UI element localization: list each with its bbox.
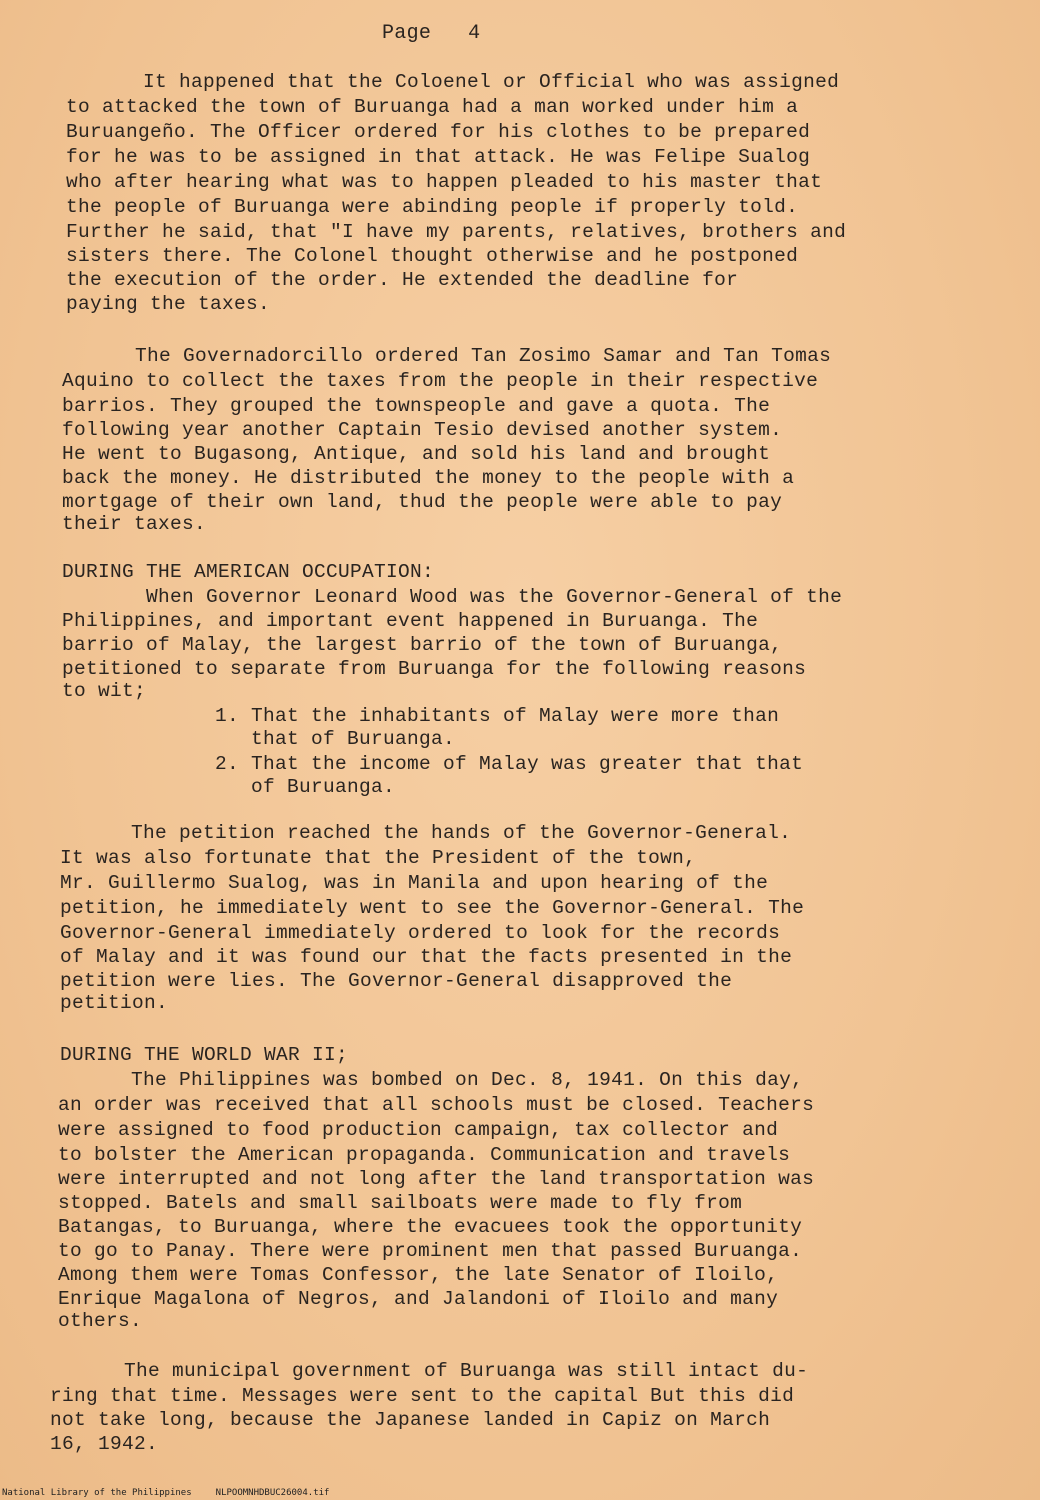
paragraph-line: the people of Buruanga were abinding people if properly told. xyxy=(66,196,799,218)
paragraph-line: Governor-General immediately ordered to look for the records xyxy=(60,922,781,944)
paragraph-line: mortgage of their own land, thud the people were able to pay xyxy=(62,491,783,513)
paragraph-line: paying the taxes. xyxy=(66,293,271,315)
list-item: of Buruanga. xyxy=(215,776,396,798)
paragraph-line: were assigned to food production campaign, tax collector and xyxy=(58,1119,779,1141)
paragraph-line: to go to Panay. There were prominent men that passed Buruanga. xyxy=(58,1240,803,1262)
paragraph-line: Batangas, to Buruanga, where the evacuees took the opportunity xyxy=(58,1216,803,1238)
paragraph-line: the execution of the order. He extended the deadline for xyxy=(66,269,739,291)
paragraph-line: The petition reached the hands of the Governor-General. xyxy=(131,822,792,844)
paragraph-line: Enrique Magalona of Negros, and Jalandoni of Iloilo and many xyxy=(58,1288,779,1310)
paragraph-line: sisters there. The Colonel thought otherwise and he postponed xyxy=(66,245,799,267)
paragraph-line: barrios. They grouped the townspeople and gave a quota. The xyxy=(62,395,771,417)
paragraph-line: others. xyxy=(58,1310,143,1332)
paragraph-line: petition, he immediately went to see the Governor-General. The xyxy=(60,897,805,919)
scan-footer xyxy=(2,1488,353,1499)
paragraph-line: The Philippines was bombed on Dec. 8, 1941. On this day, xyxy=(131,1069,804,1091)
paragraph-line: Further he said, that "I have my parents, relatives, brothers and xyxy=(66,221,847,243)
paragraph-line: Aquino to collect the taxes from the people in their respective xyxy=(62,370,819,392)
section-heading: DURING THE AMERICAN OCCUPATION: xyxy=(62,561,435,583)
paragraph-line: 16, 1942. xyxy=(50,1433,159,1455)
list-item: 1. That the inhabitants of Malay were more than xyxy=(215,705,780,727)
paragraph-line: not take long, because the Japanese landed in Capiz on March xyxy=(50,1409,771,1431)
page-number: Page 4 xyxy=(382,22,481,45)
paragraph-line: petition. xyxy=(60,992,169,1014)
list-item: 2. That the income of Malay was greater that that xyxy=(215,753,804,775)
file-name: NLPOOMNHDBUC26004.tif xyxy=(215,1488,330,1498)
paragraph-line: following year another Captain Tesio devised another system. xyxy=(62,419,783,441)
paragraph-line: Buruangeño. The Officer ordered for his clothes to be prepared xyxy=(66,121,811,143)
paragraph-line: who after hearing what was to happen pleaded to his master that xyxy=(66,171,823,193)
paragraph-line: back the money. He distributed the money to the people with a xyxy=(62,467,795,489)
paragraph-line: Philippines, and important event happened in Buruanga. The xyxy=(62,610,759,632)
paragraph-line: It was also fortunate that the President of the town, xyxy=(60,847,697,869)
paragraph-line: He went to Bugasong, Antique, and sold his land and brought xyxy=(62,443,771,465)
paragraph-line: ring that time. Messages were sent to the capital But this did xyxy=(50,1385,795,1407)
paragraph-line: petitioned to separate from Buruanga for the following reasons xyxy=(62,658,807,680)
paragraph-line: It happened that the Coloenel or Official who was assigned xyxy=(143,71,840,93)
paragraph-line: Among them were Tomas Confessor, the late Senator of Iloilo, xyxy=(58,1264,779,1286)
library-credit: National Library of the Philippines xyxy=(2,1488,192,1498)
section-heading: DURING THE WORLD WAR II; xyxy=(60,1044,349,1066)
paragraph-line: Mr. Guillermo Sualog, was in Manila and upon hearing of the xyxy=(60,872,769,894)
paragraph-line: stopped. Batels and small sailboats were made to fly from xyxy=(58,1192,743,1214)
paragraph-line: The municipal government of Buruanga was still intact du- xyxy=(124,1360,809,1382)
list-item: that of Buruanga. xyxy=(215,728,456,750)
paragraph-line: were interrupted and not long after the land transportation was xyxy=(58,1168,815,1190)
paragraph-line: petition were lies. The Governor-General disapproved the xyxy=(60,970,733,992)
paragraph-line: barrio of Malay, the largest barrio of the town of Buruanga, xyxy=(62,634,783,656)
paragraph-line: to bolster the American propaganda. Communication and travels xyxy=(58,1144,791,1166)
paragraph-line: an order was received that all schools must be closed. Teachers xyxy=(58,1094,815,1116)
paragraph-line: their taxes. xyxy=(62,513,207,535)
paragraph-line: When Governor Leonard Wood was the Governor-General of the xyxy=(146,586,843,608)
paragraph-line: to attacked the town of Buruanga had a man worked under him a xyxy=(66,96,799,118)
paragraph-line: to wit; xyxy=(62,680,147,702)
paragraph-line: for he was to be assigned in that attack. He was Felipe Sualog xyxy=(66,146,811,168)
paragraph-line: The Governadorcillo ordered Tan Zosimo Samar and Tan Tomas xyxy=(135,345,832,367)
paragraph-line: of Malay and it was found our that the facts presented in the xyxy=(60,946,793,968)
